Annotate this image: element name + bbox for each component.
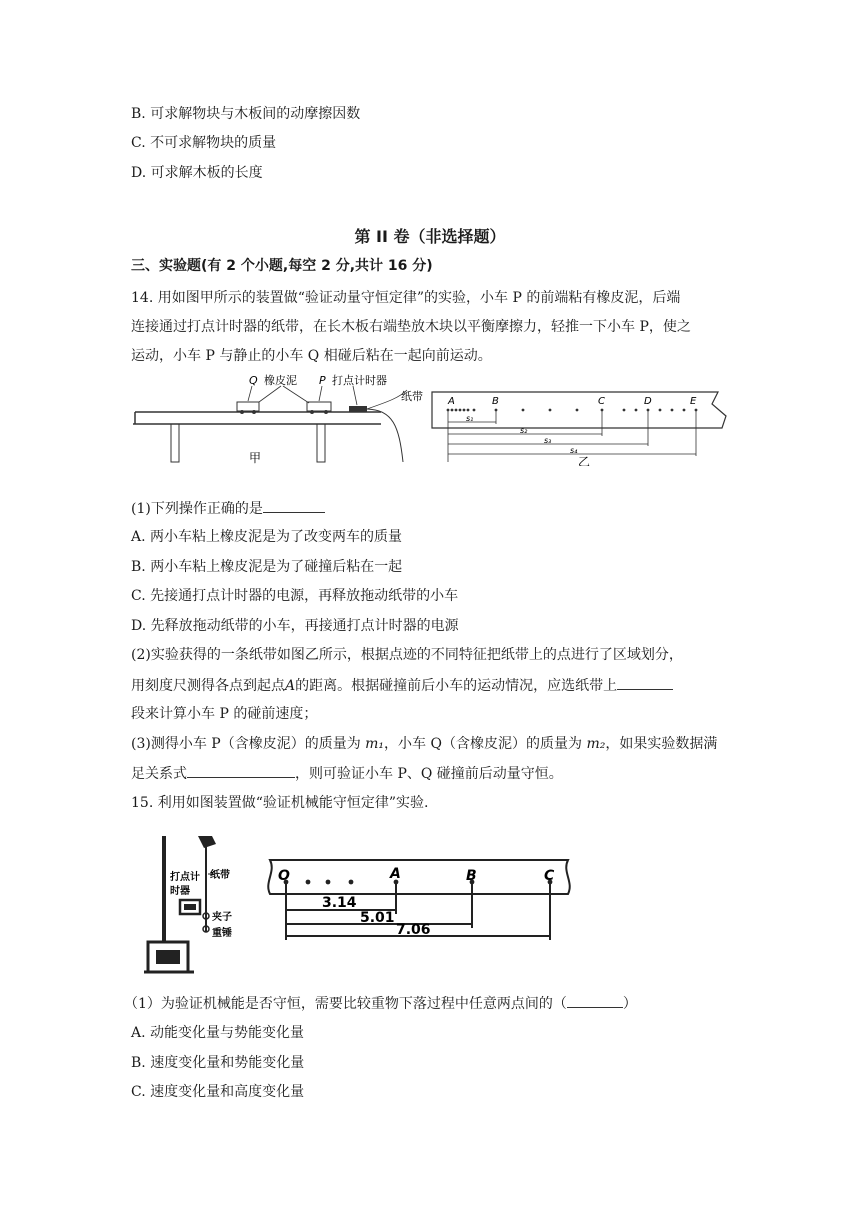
- point-c: C: [598, 396, 605, 407]
- q15-option-b: B. 速度变化量和势能变化量: [131, 1055, 305, 1071]
- point-d: D: [644, 396, 652, 407]
- section-title: 第 II 卷（非选择题）: [354, 227, 506, 246]
- label-s3: s₃: [544, 436, 552, 445]
- q14-sub2-line-3: 段来计算小车 P 的碰前速度；: [131, 706, 318, 722]
- label-dadianjishiqi-2: 时器: [170, 886, 190, 897]
- q14-stem-line-2: 连接通过打点计时器的纸带，在长木板右端垫放木块以平衡摩擦力，轻推一下小车 P，使之: [131, 319, 691, 335]
- label-tape: 纸带: [401, 390, 423, 403]
- q15-sub1: （1）为验证机械能是否守恒，需要比较重物下落过程中任意两点间的（ ）: [124, 993, 637, 1014]
- answer-blank[interactable]: [187, 763, 295, 778]
- caption-yi: 乙: [578, 455, 591, 466]
- prev-option-d: D. 可求解木板的长度: [131, 165, 263, 181]
- answer-blank[interactable]: [263, 498, 325, 513]
- point-b: B: [492, 396, 499, 407]
- q14-option-d: D. 先释放拖动纸带的小车，再接通打点计时器的电源: [131, 618, 459, 634]
- q14-sub1: (1)下列操作正确的是: [131, 498, 325, 519]
- q14-option-c: C. 先接通打点计时器的电源，再释放拖动纸带的小车: [131, 588, 459, 604]
- caption-jia: 甲: [249, 451, 262, 465]
- distance-oa: 3.14: [322, 895, 357, 911]
- q14-option-b: B. 两小车粘上橡皮泥是为了碰撞后粘在一起: [131, 559, 403, 575]
- prev-option-b: B. 可求解物块与木板间的动摩擦因数: [131, 106, 361, 122]
- figure-apparatus-q15: [136, 832, 246, 982]
- point-a: A: [448, 396, 455, 407]
- q15-option-c: C. 速度变化量和高度变化量: [131, 1084, 305, 1100]
- q14-stem-line-3: 运动，小车 P 与静止的小车 Q 相碰后粘在一起向前运动。: [131, 348, 492, 364]
- point-e: E: [690, 396, 697, 407]
- label-clip: 夹子: [212, 912, 232, 923]
- label-tape-q15: 纸带: [210, 870, 230, 881]
- label-q: Q: [249, 374, 258, 387]
- label-xiangpini: 橡皮泥: [264, 374, 297, 387]
- q14-sub2-line-2: 用刻度尺测得各点到起点A的距离。根据碰撞前后小车的运动情况，应选纸带上: [131, 675, 673, 696]
- label-p: P: [319, 374, 326, 387]
- label-timer: 打点计时器: [332, 374, 387, 387]
- q14-stem-line-1: 14. 用如图甲所示的装置做“验证动量守恒定律”的实验，小车 P 的前端粘有橡皮泥，后端: [131, 290, 681, 306]
- q15-option-a: A. 动能变化量与势能变化量: [131, 1025, 305, 1041]
- distance-ob: 5.01: [360, 910, 395, 926]
- section-heading: 三、实验题(有 2 个小题,每空 2 分,共计 16 分): [131, 258, 433, 274]
- q14-sub2-line-1: (2)实验获得的一条纸带如图乙所示，根据点迹的不同特征把纸带上的点进行了区域划分，: [131, 647, 683, 663]
- distance-oc: 7.06: [396, 922, 431, 938]
- label-s2: s₂: [520, 426, 528, 435]
- figure-tape-q15: [256, 856, 576, 946]
- point-c-q15: C: [544, 868, 555, 884]
- label-weight: 重锤: [212, 928, 232, 939]
- answer-blank[interactable]: [567, 993, 623, 1008]
- q14-sub3-line-2: 足关系式 ，则可验证小车 P、Q 碰撞前后动量守恒。: [131, 763, 563, 784]
- prev-option-c: C. 不可求解物块的质量: [131, 135, 277, 151]
- point-o: O: [278, 868, 290, 884]
- label-dadianjishiqi-1: 打点计: [170, 872, 200, 883]
- figure-yi-tape: [428, 384, 736, 466]
- figure-jia-apparatus: [131, 372, 427, 466]
- label-s4: s₄: [570, 446, 578, 455]
- q15-stem: 15. 利用如图装置做“验证机械能守恒定律”实验.: [131, 795, 429, 811]
- point-a-q15: A: [390, 866, 401, 882]
- q14-option-a: A. 两小车粘上橡皮泥是为了改变两车的质量: [131, 529, 403, 545]
- q14-sub3-line-1: (3)测得小车 P（含橡皮泥）的质量为 m₁，小车 Q（含橡皮泥）的质量为 m₂，如果实验数据满: [131, 736, 718, 752]
- answer-blank[interactable]: [617, 675, 673, 690]
- label-s1: s₁: [466, 414, 474, 423]
- point-b-q15: B: [466, 868, 477, 884]
